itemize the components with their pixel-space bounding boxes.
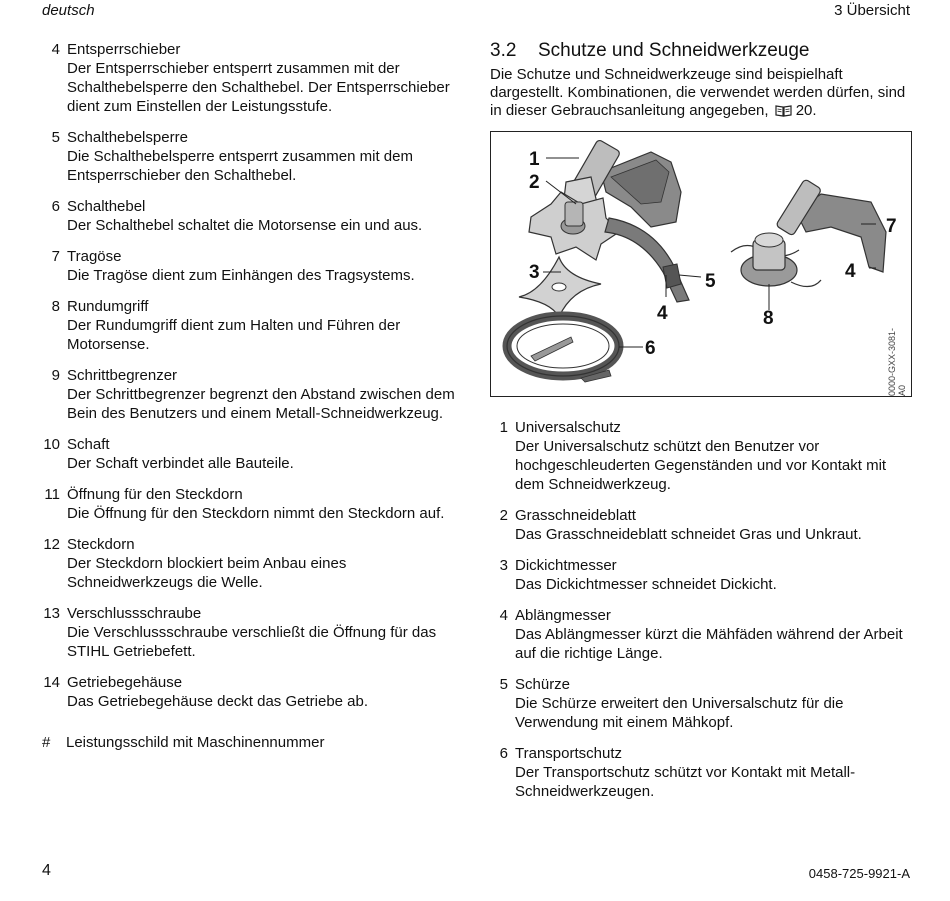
item-number: 14 bbox=[43, 674, 60, 691]
item-number: 11 bbox=[44, 486, 60, 503]
item-title: Schaft bbox=[67, 436, 110, 453]
item-description: Die Öffnung für den Steckdorn nimmt den Steckdorn auf. bbox=[67, 505, 445, 522]
figure-code: 0000-GXX-3081-A0 bbox=[887, 327, 907, 396]
item-number: 6 bbox=[51, 198, 60, 215]
callout-5: 5 bbox=[705, 271, 716, 292]
mowing-head-illustration bbox=[731, 179, 886, 287]
list-item bbox=[42, 247, 462, 285]
item-title: Schürze bbox=[515, 676, 571, 693]
item-description: Das Dickichtmesser schneidet Dickicht. bbox=[515, 576, 777, 593]
section-header bbox=[490, 40, 915, 122]
list-item bbox=[498, 418, 918, 494]
header-chapter: 3 Übersicht bbox=[834, 2, 910, 19]
list-item bbox=[42, 366, 462, 423]
item-description: Die Tragöse dient zum Einhängen des Tragsystems. bbox=[67, 267, 415, 284]
list-item bbox=[42, 40, 462, 116]
callout-2: 2 bbox=[529, 172, 540, 193]
callout-4: 4 bbox=[657, 303, 668, 324]
item-description: Die Verschlussschraube verschließt die Öffnung für das STIHL Getriebefett. bbox=[67, 624, 437, 660]
list-item bbox=[498, 556, 918, 594]
callout-3: 3 bbox=[529, 262, 540, 283]
item-description: Der Schalthebel schaltet die Motorsense ein und aus. bbox=[67, 217, 423, 234]
item-description: Das Getriebegehäuse deckt das Getriebe ab. bbox=[67, 693, 369, 710]
item-title: Tragöse bbox=[67, 248, 122, 265]
skirt-illustration bbox=[605, 218, 689, 302]
item-description: Der Schaft verbindet alle Bauteile. bbox=[67, 455, 294, 472]
item-number: 4 bbox=[51, 41, 60, 58]
list-item bbox=[42, 197, 462, 235]
item-title: Verschlussschraube bbox=[67, 605, 202, 622]
list-item bbox=[42, 128, 462, 185]
callout-1: 1 bbox=[529, 149, 540, 170]
section-title bbox=[490, 40, 915, 62]
callout-6: 6 bbox=[645, 338, 656, 359]
component-list-right bbox=[498, 418, 918, 813]
document-code: 0458-725-9921-A bbox=[808, 866, 910, 881]
page-number: 4 bbox=[42, 862, 51, 879]
list-item bbox=[498, 606, 918, 663]
section-title-text: Schutze und Schneidwerkzeuge bbox=[538, 40, 810, 61]
list-item bbox=[498, 744, 918, 801]
item-number: 3 bbox=[499, 557, 508, 574]
callout-7: 7 bbox=[886, 216, 897, 237]
list-item bbox=[42, 435, 462, 473]
section-number: 3.2 bbox=[490, 40, 517, 61]
item-title: Öffnung für den Steckdorn bbox=[67, 486, 243, 503]
protectors-cutting-tools-figure bbox=[490, 131, 912, 397]
rating-plate-note bbox=[42, 734, 324, 751]
item-title: Universalschutz bbox=[515, 419, 621, 436]
item-number: 10 bbox=[43, 436, 60, 453]
callout-8: 8 bbox=[763, 308, 774, 329]
item-description: Der Steckdorn blockiert beim Anbau eines Schneidwerkzeugs die Welle. bbox=[67, 555, 347, 591]
item-description: Das Grasschneideblatt schneidet Gras und Unkraut. bbox=[515, 526, 862, 543]
item-title: Ablängmesser bbox=[515, 607, 611, 624]
item-number: 5 bbox=[499, 676, 508, 693]
item-description: Der Schrittbegrenzer begrenzt den Abstand zwischen dem Bein des Benutzers und einem Metall-Schneidwerkzeug. bbox=[67, 386, 455, 422]
item-number: 12 bbox=[43, 536, 60, 553]
item-description: Die Schalthebelsperre entsperrt zusammen mit dem Entsperrschieber den Schalthebel. bbox=[67, 148, 413, 184]
item-number: 2 bbox=[499, 507, 508, 524]
list-item bbox=[498, 675, 918, 732]
item-title: Grasschneideblatt bbox=[515, 507, 636, 524]
list-item bbox=[42, 535, 462, 592]
list-item bbox=[498, 506, 918, 544]
item-title: Getriebegehäuse bbox=[67, 674, 183, 691]
section-ref-page: 20. bbox=[795, 102, 817, 119]
item-description: Die Schürze erweitert den Universalschutz für die Verwendung mit einem Mähkopf. bbox=[515, 695, 844, 731]
section-intro bbox=[490, 66, 915, 122]
item-number: 7 bbox=[51, 248, 60, 265]
item-title: Entsperrschieber bbox=[67, 41, 181, 58]
plate-text: Leistungsschild mit Maschinennummer bbox=[66, 734, 325, 751]
item-title: Schalthebel bbox=[67, 198, 146, 215]
section-intro-text: Die Schutze und Schneidwerkzeuge sind beispielhaft dargestellt. Kombinationen, die verwendet werden dürfen, sind in dieser Gebrauchsanleitung angegeben, bbox=[490, 66, 906, 119]
item-number: 4 bbox=[499, 607, 508, 624]
item-number: 8 bbox=[51, 298, 60, 315]
item-title: Transportschutz bbox=[515, 745, 622, 762]
item-description: Der Entsperrschieber entsperrt zusammen mit der Schalthebelsperre den Schalthebel. Der Entsperrschieber dient zum Einstellen der Leistungsstufe. bbox=[67, 60, 450, 115]
item-number: 9 bbox=[51, 367, 60, 384]
plate-symbol: # bbox=[42, 734, 51, 751]
component-list-left bbox=[42, 40, 462, 723]
item-title: Steckdorn bbox=[67, 536, 135, 553]
item-number: 13 bbox=[43, 605, 60, 622]
item-description: Der Universalschutz schützt den Benutzer vor hochgeschleuderten Gegenständen und vor Kontakt mit dem Schneidwerkzeug. bbox=[515, 438, 887, 493]
list-item bbox=[42, 604, 462, 661]
item-title: Dickichtmesser bbox=[515, 557, 617, 574]
callout-4b: 4 bbox=[845, 261, 856, 282]
item-title: Schrittbegrenzer bbox=[67, 367, 178, 384]
item-title: Rundumgriff bbox=[67, 298, 149, 315]
item-description: Der Transportschutz schützt vor Kontakt mit Metall-Schneidwerkzeugen. bbox=[515, 764, 856, 800]
item-description: Der Rundumgriff dient zum Halten und Führen der Motorsense. bbox=[67, 317, 401, 353]
transport-guard-illustration bbox=[507, 316, 619, 382]
book-icon bbox=[775, 104, 792, 122]
item-number: 1 bbox=[499, 419, 508, 436]
list-item bbox=[42, 297, 462, 354]
header-language: deutsch bbox=[42, 2, 95, 19]
figure-illustration bbox=[491, 132, 913, 398]
item-description: Das Ablängmesser kürzt die Mähfäden während der Arbeit auf die richtige Länge. bbox=[515, 626, 903, 662]
item-title: Schalthebelsperre bbox=[67, 129, 188, 146]
item-number: 5 bbox=[51, 129, 60, 146]
list-item bbox=[42, 673, 462, 711]
list-item bbox=[42, 485, 462, 523]
item-number: 6 bbox=[499, 745, 508, 762]
